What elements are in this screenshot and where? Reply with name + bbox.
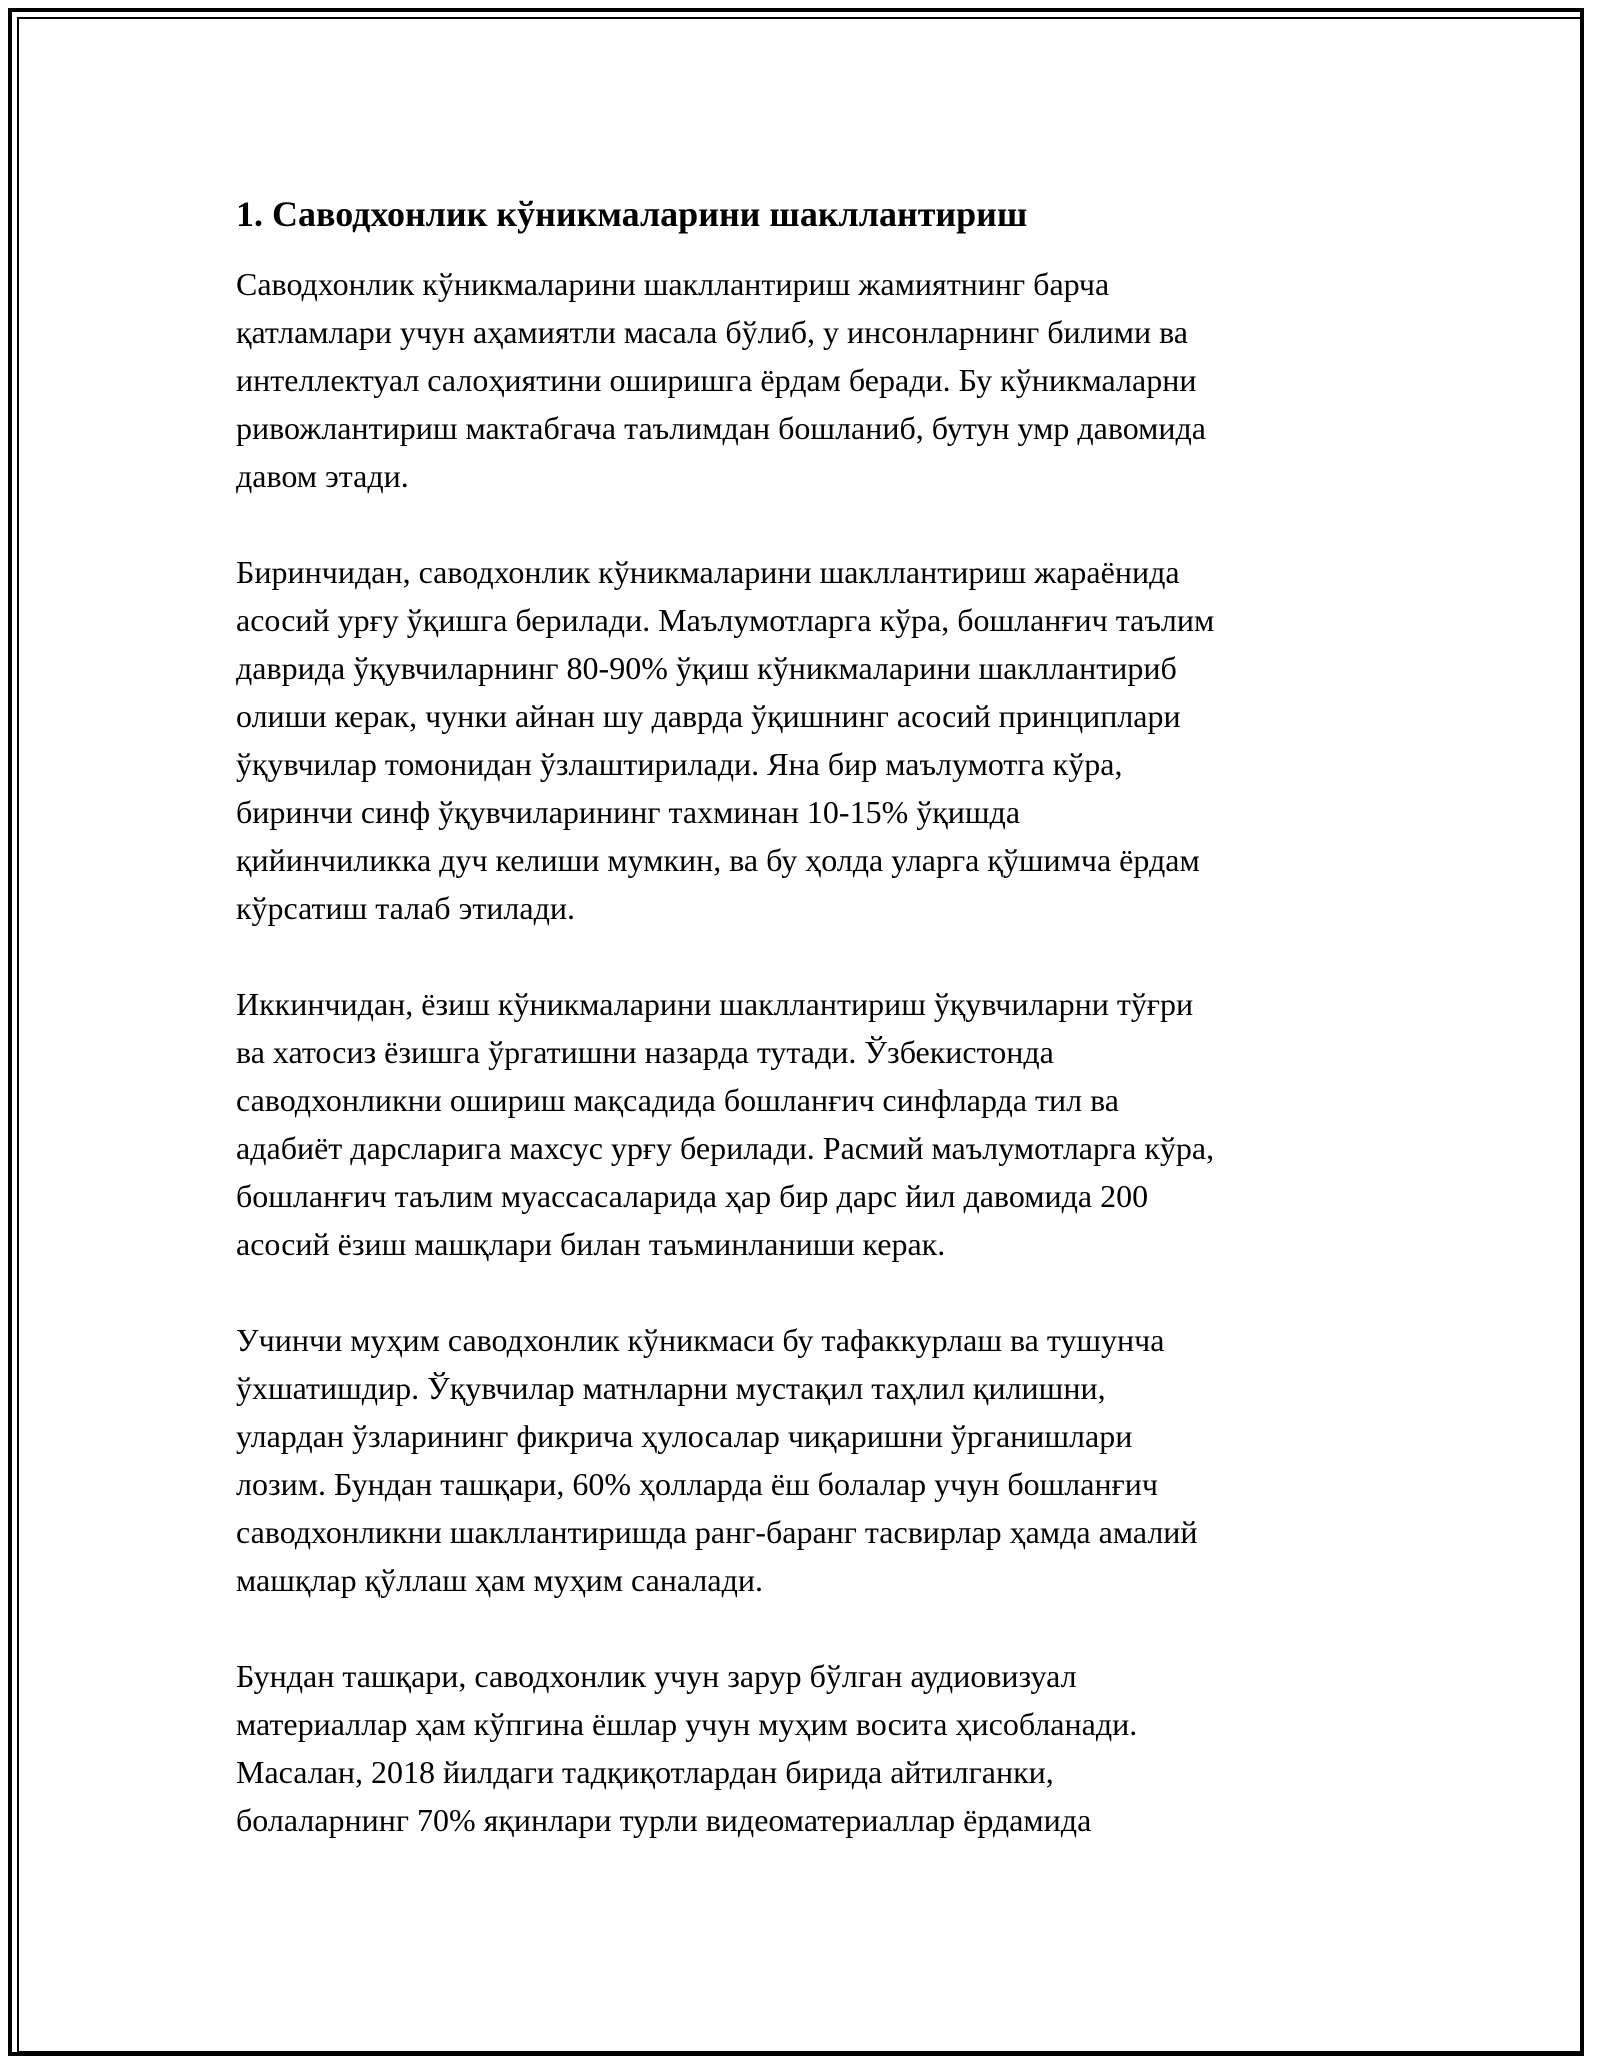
paragraph-line: асосий ёзиш машқлари билан таъминланиши керак.: [236, 1226, 946, 1262]
paragraph-line: ўхшатишдир. Ўқувчилар матнларни мустақил таҳлил қилишни,: [236, 1370, 1106, 1406]
paragraph-4: [236, 1316, 1376, 1604]
paragraph-line: Саводхонлик кўникмаларини шакллантириш жамиятнинг барча: [236, 266, 1110, 302]
paragraph-line: Бундан ташқари, саводхонлик учун зарур бўлган аудиовизуал: [236, 1658, 1077, 1694]
paragraph-line: саводхонликни ошириш мақсадида бошланғич синфларда тил ва: [236, 1082, 1119, 1118]
document-body: [236, 188, 1376, 1892]
paragraph-line: асосий урғу ўқишга берилади. Маълумотларга кўра, бошланғич таълим: [236, 602, 1215, 638]
paragraph-line: Масалан, 2018 йилдаги тадқиқотлардан бирида айтилганки,: [236, 1754, 1054, 1790]
paragraph-line: адабиёт дарсларига махсус урғу берилади. Расмий маълумотларга кўра,: [236, 1130, 1215, 1166]
paragraph-line: бошланғич таълим муассасаларида ҳар бир дарс йил давомида 200: [236, 1178, 1149, 1214]
paragraph-line: биринчи синф ўқувчиларининг тахминан 10-15% ўқишда: [236, 794, 1021, 830]
paragraph-line: ўқувчилар томонидан ўзлаштирилади. Яна бир маълумотга кўра,: [236, 746, 1123, 782]
paragraph-line: Биринчидан, саводхонлик кўникмаларини шакллантириш жараёнида: [236, 554, 1180, 590]
paragraph-line: машқлар қўллаш ҳам муҳим саналади.: [236, 1562, 763, 1598]
paragraph-line: Учинчи муҳим саводхонлик кўникмаси бу тафаккурлаш ва тушунча: [236, 1322, 1165, 1358]
paragraph-line: ва хатосиз ёзишга ўргатишни назарда тутади. Ўзбекистонда: [236, 1034, 1054, 1070]
paragraph-line: болаларнинг 70% яқинлари турли видеоматериаллар ёрдамида: [236, 1802, 1092, 1838]
paragraph-line: қатламлари учун аҳамиятли масала бўлиб, у инсонларнинг билими ва: [236, 314, 1188, 350]
paragraph-line: кўрсатиш талаб этилади.: [236, 890, 575, 926]
paragraph-line: даврида ўқувчиларнинг 80-90% ўқиш кўникмаларини шакллантириб: [236, 650, 1177, 686]
paragraph-line: Иккинчидан, ёзиш кўникмаларини шакллантириш ўқувчиларни тўғри: [236, 986, 1194, 1022]
paragraph-line: материаллар ҳам кўпгина ёшлар учун муҳим восита ҳисобланади.: [236, 1706, 1138, 1742]
paragraph-line: давом этади.: [236, 458, 409, 494]
section-heading: 1. Саводхонлик кўникмаларини шакллантириш: [236, 194, 1028, 234]
paragraph-5: [236, 1652, 1376, 1844]
paragraph-line: лозим. Бундан ташқари, 60% ҳолларда ёш болалар учун бошланғич: [236, 1466, 1158, 1502]
paragraph-line: саводхонликни шакллантиришда ранг-баранг тасвирлар ҳамда амалий: [236, 1514, 1198, 1550]
paragraph-line: ривожлантириш мактабгача таълимдан бошланиб, бутун умр давомида: [236, 410, 1206, 446]
paragraph-1: [236, 260, 1376, 500]
paragraph-3: [236, 980, 1376, 1268]
paragraph-line: улардан ўзларининг фикрича ҳулосалар чиқаришни ўрганишлари: [236, 1418, 1133, 1454]
paragraph-line: қийинчиликка дуч келиши мумкин, ва бу ҳолда уларга қўшимча ёрдам: [236, 842, 1200, 878]
paragraph-line: интеллектуал салоҳиятини оширишга ёрдам беради. Бу кўникмаларни: [236, 362, 1197, 398]
paragraph-2: [236, 548, 1376, 932]
paragraph-line: олиши керак, чунки айнан шу даврда ўқишнинг асосий принциплари: [236, 698, 1181, 734]
